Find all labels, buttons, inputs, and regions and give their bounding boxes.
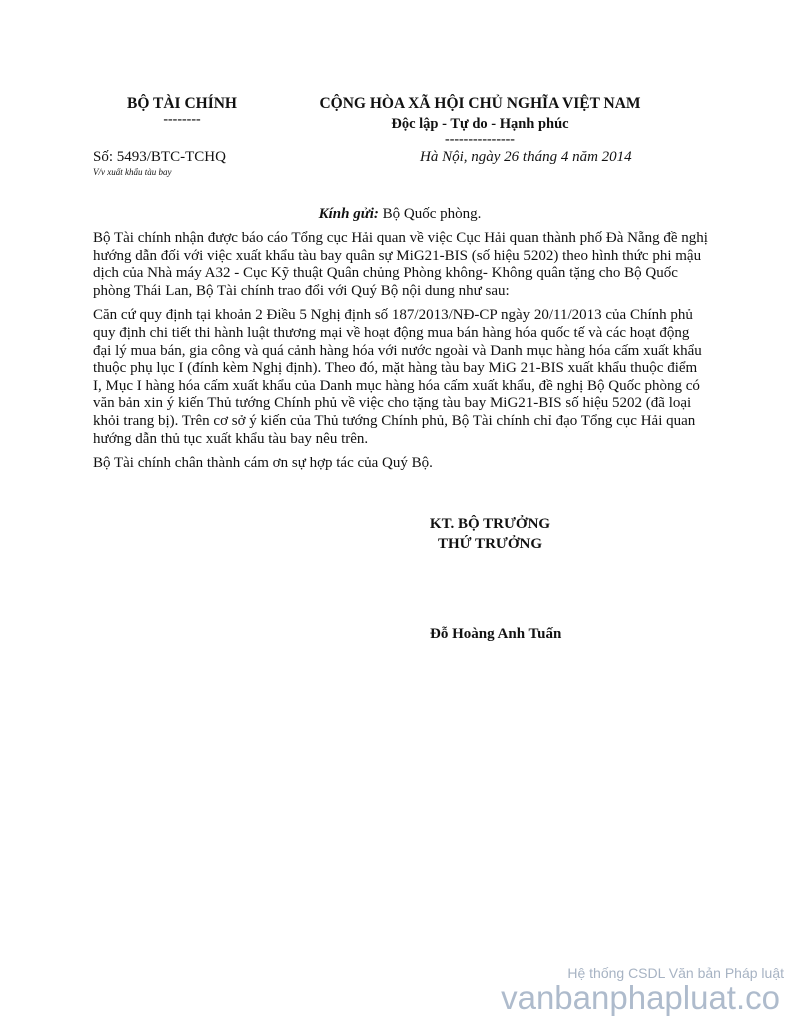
watermark-site: vanbanphapluat.co [501,979,780,1016]
body-paragraph: Bộ Tài chính chân thành cám ơn sự hợp tác của Quý Bộ. [93,455,433,472]
recipient-name: Bộ Quốc phòng. [378,206,482,222]
recipient-line [0,204,800,224]
body-paragraph: Căn cứ quy định tại khoản 2 Điều 5 Nghị định số 187/2013/NĐ-CP ngày 20/11/2013 của Chính phủ quy định chi tiết thi hành luật thương mại về hoạt động mua bán hàng hóa quốc tế và các hoạt động đại lý mua bán, gia công và quá cảnh hàng hóa với nước ngoài và Danh mục hàng hóa cấm xuất khẩu thuộc phụ lục I (đính kèm Nghị định). Theo đó, mặt hàng tàu bay MiG 21-BIS xuất khẩu thuộc điểm I, Mục I hàng hóa cấm xuất khẩu của Danh mục hàng hóa cấm xuất khẩu, đề nghị Bộ Quốc phòng có văn bản xin ý kiến Thủ tướng Chính phủ về việc cho tặng tàu bay MiG21-BIS số hiệu 5202 (đã loại khỏi trang bị). Trên cơ sở ý kiến của Thủ tướng Chính phủ, Bộ Tài chính chỉ đạo Tổng cục Hải quan hướng dẫn thủ tục xuất khẩu tàu bay nêu trên. [93,307,702,447]
national-motto: Độc lập - Tự do - Hạnh phúc [391,116,569,132]
signer-name: Đỗ Hoàng Anh Tuấn [430,626,562,642]
motto-rule: --------------- [445,132,515,147]
country-name: CỘNG HÒA XÃ HỘI CHỦ NGHĨA VIỆT NAM [319,95,641,112]
signature-title: KT. BỘ TRƯỞNG [429,516,551,532]
signature-block [415,514,565,554]
ministry-rule: -------- [163,112,201,127]
signature-position: THỨ TRƯỞNG [437,536,543,552]
ministry-name: BỘ TÀI CHÍNH [127,95,237,112]
document-date: Hà Nội, ngày 26 tháng 4 năm 2014 [420,149,632,165]
document-number: Số: 5493/BTC-TCHQ [93,149,226,165]
watermark-caption: Hệ thống CSDL Văn bản Pháp luật [567,965,784,981]
body-paragraph: Bộ Tài chính nhận được báo cáo Tổng cục Hải quan về việc Cục Hải quan thành phố Đà Nẵng đề nghị hướng dẫn đối với việc xuất khẩu tàu bay quân sự MiG21-BIS (số hiệu 5202) theo hình thức phi mậu dịch của Nhà máy A32 - Cục Kỹ thuật Quân chủng Phòng không- Không quân tặng cho Bộ Quốc phòng Thái Lan, Bộ Tài chính trao đổi với Quý Bộ nội dung như sau: [93,230,708,299]
national-header [290,94,670,146]
document-subject: V/v xuất khẩu tàu bay [93,167,172,177]
ministry-header [100,94,264,126]
letter-body [93,230,709,480]
recipient-label: Kính gửi: [318,206,379,222]
